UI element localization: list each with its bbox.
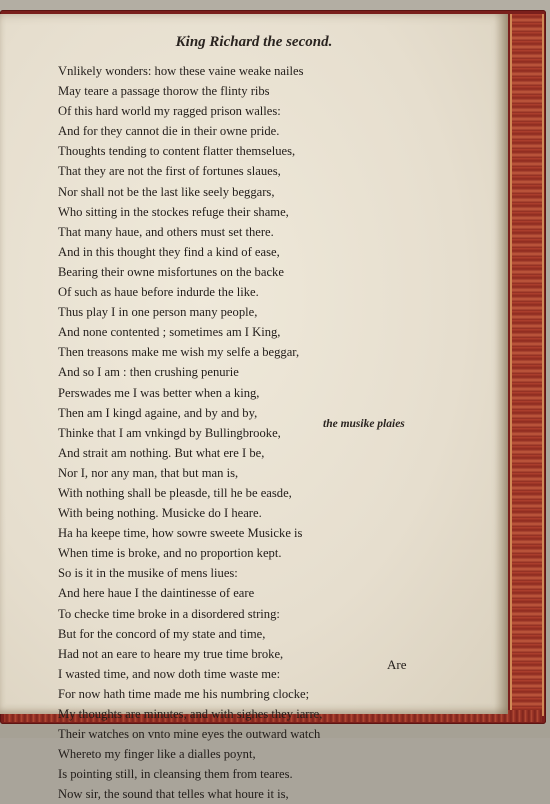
verse-line: Of such as haue before indurde the like.	[58, 285, 259, 300]
catchword: Are	[387, 657, 407, 672]
verse-line: To checke time broke in a disordered string:	[58, 606, 280, 621]
verse-line: And in this thought they find a kind of ease,	[58, 244, 280, 259]
running-head: King Richard the second.	[175, 34, 333, 50]
verse-line: That many haue, and others must set there.	[58, 224, 274, 239]
verse-line: And none contented ; sometimes am I King,	[58, 325, 281, 340]
verse-line: Thinke that I am vnkingd by Bullingbrooke,	[58, 425, 281, 440]
verse-line: Is pointing still, in cleansing them from teares.	[58, 767, 293, 782]
gilt-page-edge	[510, 14, 544, 716]
verse-line: Whereto my finger like a dialles poynt,	[58, 747, 256, 762]
verse-line: Then treasons make me wish my selfe a beggar,	[58, 345, 300, 360]
verse-line: Had not an eare to heare my true time broke,	[58, 646, 284, 661]
verse-line: Ha ha keepe time, how sowre sweete Musicke is	[58, 526, 303, 541]
stage-direction: the musike plaies	[323, 418, 405, 430]
verse-line: With nothing shall be pleasde, till he be easde,	[58, 485, 292, 500]
verse-line: Nor I, nor any man, that but man is,	[58, 465, 239, 480]
verse-line: Thus play I in one person many people,	[58, 305, 258, 320]
verse-line: Their watches on vnto mine eyes the outward watch	[58, 727, 321, 742]
verse-line: Perswades me I was better when a king,	[58, 385, 260, 400]
verse-line: Who sitting in the stockes refuge their shame,	[58, 204, 289, 219]
verse-text	[58, 61, 438, 804]
verse-line: So is it in the musike of mens liues:	[58, 566, 238, 581]
verse-line: May teare a passage thorow the flinty ribs	[58, 84, 270, 99]
book-page	[0, 14, 508, 802]
verse-line: When time is broke, and no proportion kept.	[58, 546, 282, 561]
verse-line: Thoughts tending to content flatter themselues,	[58, 144, 296, 159]
verse-line: Of this hard world my ragged prison walles:	[58, 104, 281, 119]
verse-line: For now hath time made me his numbring clocke;	[58, 686, 310, 701]
verse-line: Bearing their owne misfortunes on the backe	[58, 264, 284, 279]
verse-line: That they are not the first of fortunes slaues,	[58, 164, 281, 179]
verse-line: I wasted time, and now doth time waste me:	[58, 666, 281, 681]
verse-line: Now sir, the sound that telles what houre it is,	[58, 787, 289, 802]
verse-line: My thoughts are minutes, and with sighes they iarre,	[58, 707, 323, 721]
verse-line: Nor shall not be the last like seely beggars,	[58, 184, 275, 199]
verse-line: And for they cannot die in their owne pride.	[58, 124, 280, 139]
verse-line: With being nothing. Musicke do I heare.	[58, 506, 262, 521]
verse-line: Then am I kingd againe, and by and by,	[58, 405, 258, 420]
verse-line: And so I am : then crushing penurie	[58, 365, 239, 380]
verse-line: And strait am nothing. But what ere I be,	[58, 445, 265, 460]
verse-line: But for the concord of my state and time,	[58, 626, 266, 641]
verse-line: Vnlikely wonders: how these vaine weake nailes	[58, 64, 304, 78]
verse-line: And here haue I the daintinesse of eare	[58, 586, 255, 601]
